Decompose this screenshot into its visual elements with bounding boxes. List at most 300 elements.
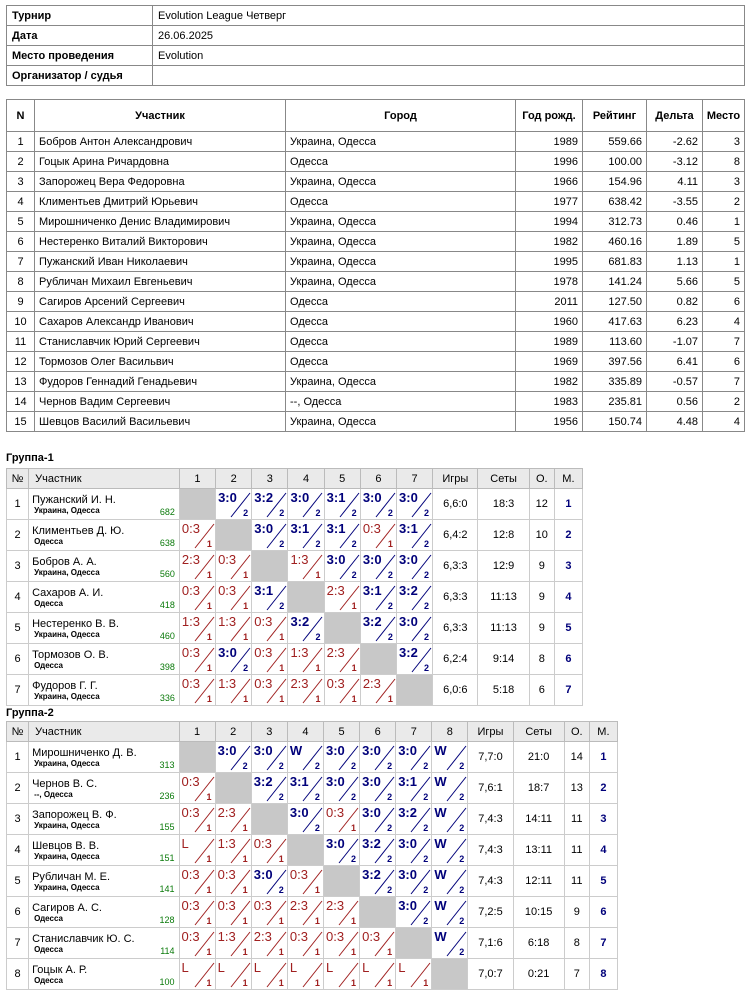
place-cell: 1 <box>554 489 582 520</box>
col-opponent: 1 <box>179 722 215 742</box>
match-points: 1 <box>423 978 429 988</box>
match-score: 3:0 <box>398 743 417 758</box>
row-number: 7 <box>7 675 29 706</box>
table-cell: 1995 <box>516 252 583 272</box>
match-score: 3:0 <box>362 774 381 789</box>
games-cell: 7,4:3 <box>468 866 513 897</box>
match-points: 1 <box>206 632 212 642</box>
participant-cell <box>29 613 180 644</box>
participant-name: Тормозов О. В. <box>32 648 109 661</box>
info-value <box>153 66 745 86</box>
participant-cell <box>29 489 180 520</box>
match-score: 0:3 <box>289 929 308 944</box>
match-score: 0:3 <box>181 583 200 598</box>
match-points: 2 <box>459 823 465 833</box>
match-result-cell <box>216 613 252 644</box>
match-score: W <box>434 898 447 913</box>
match-points: 2 <box>387 823 393 833</box>
match-score: 3:0 <box>218 645 237 660</box>
match-result-cell <box>323 804 359 835</box>
place-cell: 6 <box>589 897 617 928</box>
match-result-cell <box>252 520 288 551</box>
tournament-info-table <box>6 5 745 86</box>
participant-name: Сагиров А. С. <box>32 901 102 914</box>
match-score: L <box>325 960 334 975</box>
diagonal-cell <box>252 551 288 582</box>
participant-cell <box>29 773 179 804</box>
col-place: М. <box>589 722 617 742</box>
table-cell: Запорожец Вера Федоровна <box>35 172 286 192</box>
match-score: 0:3 <box>181 676 200 691</box>
match-points: 1 <box>206 947 212 957</box>
match-score: 3:1 <box>290 521 310 536</box>
match-points: 1 <box>314 947 320 957</box>
match-points: 2 <box>423 792 429 802</box>
match-result-cell <box>179 613 215 644</box>
match-score: L <box>181 836 189 851</box>
match-result-cell <box>179 866 215 897</box>
table-cell: 5 <box>703 232 745 252</box>
match-points: 2 <box>424 508 430 518</box>
table-cell: 2 <box>703 392 745 412</box>
match-score: L <box>289 960 298 975</box>
col-opponent: 6 <box>360 469 396 489</box>
column-header: Рейтинг <box>583 100 647 132</box>
match-score: 0:3 <box>253 898 272 913</box>
match-points: 2 <box>387 508 393 518</box>
match-points: 2 <box>315 508 321 518</box>
sets-cell: 11:13 <box>478 582 529 613</box>
match-points: 2 <box>351 539 357 549</box>
table-cell: 14 <box>7 392 35 412</box>
match-points: 1 <box>206 916 212 926</box>
match-points: 1 <box>206 823 212 833</box>
match-points: 2 <box>279 601 285 611</box>
col-participant: Участник <box>29 469 180 489</box>
participant-name: Бобров А. А. <box>32 555 97 568</box>
table-cell: Гоцык Арина Ричардовна <box>35 152 286 172</box>
diagonal-cell <box>287 835 323 866</box>
match-result-cell <box>396 897 432 928</box>
match-score: 3:0 <box>399 552 418 567</box>
match-result-cell <box>360 582 396 613</box>
match-score: L <box>217 960 225 975</box>
match-result-cell <box>215 866 251 897</box>
table-cell: 1.89 <box>647 232 703 252</box>
sets-cell: 18:3 <box>478 489 529 520</box>
table-cell: 1966 <box>516 172 583 192</box>
match-score: 0:3 <box>181 929 200 944</box>
table-cell: Одесса <box>286 312 516 332</box>
table-cell: 335.89 <box>583 372 647 392</box>
match-score: W <box>434 805 447 820</box>
participant-name: Станиславчик Ю. С. <box>32 932 135 945</box>
match-result-cell <box>432 742 468 773</box>
table-cell: Фудоров Геннадий Генадьевич <box>35 372 286 392</box>
col-points: О. <box>564 722 589 742</box>
match-points: 1 <box>387 978 393 988</box>
info-label: Место проведения <box>7 46 153 66</box>
table-cell: 2 <box>7 152 35 172</box>
match-result-cell <box>252 644 288 675</box>
table-cell: 460.16 <box>583 232 647 252</box>
table-row <box>7 412 745 432</box>
diagonal-cell <box>397 675 433 706</box>
participant-cell <box>29 959 179 990</box>
match-points: 2 <box>387 854 393 864</box>
participant-rating: 313 <box>159 760 175 770</box>
match-points: 1 <box>278 978 284 988</box>
points-cell: 7 <box>564 959 589 990</box>
match-result-cell <box>179 804 215 835</box>
row-number: 6 <box>7 897 29 928</box>
sets-cell: 5:18 <box>478 675 529 706</box>
participant-cell <box>29 866 179 897</box>
table-row <box>7 232 745 252</box>
points-cell: 13 <box>564 773 589 804</box>
sets-cell: 13:11 <box>513 835 564 866</box>
table-row <box>7 152 745 172</box>
match-result-cell <box>179 644 215 675</box>
games-cell: 6,2:4 <box>433 644 478 675</box>
col-participant: Участник <box>29 722 179 742</box>
games-cell: 6,3:3 <box>433 613 478 644</box>
participant-rating: 418 <box>159 600 175 610</box>
table-cell: 154.96 <box>583 172 647 192</box>
match-points: 1 <box>314 885 320 895</box>
match-result-cell <box>251 773 287 804</box>
match-score: 2:3 <box>362 676 381 691</box>
group-1-table <box>6 468 583 706</box>
match-score: 3:0 <box>398 867 417 882</box>
participant-city: Одесса <box>34 660 63 670</box>
match-points: 2 <box>424 632 430 642</box>
match-result-cell <box>396 866 432 897</box>
match-result-cell <box>360 489 396 520</box>
match-result-cell <box>288 613 324 644</box>
match-score: 2:3 <box>253 929 272 944</box>
match-points: 1 <box>206 694 212 704</box>
diagonal-cell <box>251 804 287 835</box>
col-points: О. <box>529 469 554 489</box>
table-cell: Мирошниченко Денис Владимирович <box>35 212 286 232</box>
match-score: 3:2 <box>254 490 274 505</box>
col-sets: Сеты <box>478 469 529 489</box>
match-score: 0:3 <box>217 898 236 913</box>
row-number: 2 <box>7 520 29 551</box>
col-opponent: 5 <box>324 469 360 489</box>
group-row <box>7 835 618 866</box>
match-points: 2 <box>387 601 393 611</box>
match-points: 2 <box>459 792 465 802</box>
match-points: 2 <box>387 792 393 802</box>
match-points: 2 <box>350 854 356 864</box>
match-points: 1 <box>387 539 393 549</box>
row-number: 5 <box>7 866 29 897</box>
match-score: 1:3 <box>218 676 237 691</box>
table-cell: 1994 <box>516 212 583 232</box>
match-points: 2 <box>315 632 321 642</box>
table-cell: Одесса <box>286 152 516 172</box>
group-row <box>7 804 618 835</box>
match-points: 2 <box>424 539 430 549</box>
table-cell: Украина, Одесса <box>286 132 516 152</box>
table-cell: 1969 <box>516 352 583 372</box>
sets-cell: 9:14 <box>478 644 529 675</box>
match-score: 1:3 <box>217 929 236 944</box>
col-opponent: 3 <box>251 722 287 742</box>
place-cell: 3 <box>589 804 617 835</box>
match-result-cell <box>360 959 396 990</box>
games-cell: 7,4:3 <box>468 804 513 835</box>
match-result-cell <box>323 773 359 804</box>
table-cell: 1960 <box>516 312 583 332</box>
table-cell: 3 <box>7 172 35 192</box>
row-number: 2 <box>7 773 29 804</box>
table-cell: 0.46 <box>647 212 703 232</box>
place-cell: 6 <box>554 644 582 675</box>
participant-cell <box>29 551 180 582</box>
participant-name: Сахаров А. И. <box>32 586 104 599</box>
group-2-table <box>6 721 618 990</box>
table-cell: Украина, Одесса <box>286 172 516 192</box>
match-points: 1 <box>206 885 212 895</box>
match-points: 2 <box>278 792 284 802</box>
points-cell: 14 <box>564 742 589 773</box>
participant-city: Одесса <box>34 975 63 985</box>
match-score: W <box>434 929 447 944</box>
match-points: 2 <box>350 792 356 802</box>
points-cell: 11 <box>564 835 589 866</box>
participant-cell <box>29 520 180 551</box>
match-score: 0:3 <box>326 676 345 691</box>
table-cell: 1982 <box>516 372 583 392</box>
info-label: Турнир <box>7 6 153 26</box>
match-points: 2 <box>278 761 284 771</box>
match-score: 2:3 <box>290 676 309 691</box>
points-cell: 9 <box>529 613 554 644</box>
group-row <box>7 489 583 520</box>
match-result-cell <box>287 959 323 990</box>
match-result-cell <box>397 551 433 582</box>
col-opponent: 4 <box>288 469 324 489</box>
match-score: 0:3 <box>253 836 272 851</box>
table-cell: Тормозов Олег Васильвич <box>35 352 286 372</box>
match-points: 1 <box>351 601 357 611</box>
table-cell: 0.82 <box>647 292 703 312</box>
sets-cell: 0:21 <box>513 959 564 990</box>
match-points: 1 <box>387 694 393 704</box>
participant-city: --, Одесса <box>34 789 73 799</box>
place-cell: 5 <box>554 613 582 644</box>
match-points: 2 <box>459 885 465 895</box>
match-result-cell <box>287 742 323 773</box>
match-result-cell <box>324 644 360 675</box>
match-score: W <box>434 836 447 851</box>
col-opponent: 2 <box>216 469 252 489</box>
match-result-cell <box>251 897 287 928</box>
table-cell: 3 <box>703 132 745 152</box>
participant-city: Украина, Одесса <box>34 629 100 639</box>
match-score: 2:3 <box>326 583 345 598</box>
row-number: 8 <box>7 959 29 990</box>
row-number: 3 <box>7 804 29 835</box>
match-result-cell <box>179 928 215 959</box>
table-row <box>7 172 745 192</box>
match-result-cell <box>179 675 215 706</box>
table-cell: 4.11 <box>647 172 703 192</box>
match-result-cell <box>215 835 251 866</box>
participant-rating: 336 <box>159 693 175 703</box>
match-result-cell <box>360 551 396 582</box>
participant-cell <box>29 835 179 866</box>
place-cell: 2 <box>589 773 617 804</box>
match-result-cell <box>287 804 323 835</box>
table-cell: Одесса <box>286 352 516 372</box>
match-points: 2 <box>243 663 249 673</box>
match-score: 3:0 <box>362 552 382 567</box>
place-cell: 1 <box>589 742 617 773</box>
participant-rating: 151 <box>159 853 175 863</box>
points-cell: 9 <box>529 582 554 613</box>
group-header-row <box>7 722 618 742</box>
table-cell: Украина, Одесса <box>286 212 516 232</box>
table-cell: Украина, Одесса <box>286 372 516 392</box>
match-score: W <box>434 867 447 882</box>
participant-city: Одесса <box>34 913 63 923</box>
participants-table <box>6 99 745 432</box>
match-score: 3:0 <box>217 743 237 758</box>
match-result-cell <box>360 742 396 773</box>
table-cell: 3 <box>703 172 745 192</box>
match-score: 3:2 <box>253 774 273 789</box>
match-result-cell <box>288 675 324 706</box>
match-points: 1 <box>242 823 248 833</box>
participant-cell <box>29 742 179 773</box>
match-score: 0:3 <box>218 552 237 567</box>
table-cell: Чернов Вадим Сергеевич <box>35 392 286 412</box>
table-cell: 417.63 <box>583 312 647 332</box>
table-cell: Одесса <box>286 192 516 212</box>
match-points: 1 <box>350 823 356 833</box>
match-result-cell <box>432 804 468 835</box>
match-score: 3:0 <box>398 898 417 913</box>
match-score: L <box>253 960 261 975</box>
match-points: 1 <box>243 694 249 704</box>
match-points: 2 <box>351 570 357 580</box>
participant-name: Пужанский И. Н. <box>32 493 116 506</box>
row-number: 3 <box>7 551 29 582</box>
sets-cell: 10:15 <box>513 897 564 928</box>
match-result-cell <box>432 897 468 928</box>
table-cell: 4 <box>703 412 745 432</box>
info-value: 26.06.2025 <box>153 26 745 46</box>
participant-city: Украина, Одесса <box>34 505 100 515</box>
column-header: Дельта <box>647 100 703 132</box>
col-opponent: 7 <box>397 469 433 489</box>
participant-name: Нестеренко В. В. <box>32 617 119 630</box>
table-cell: 1956 <box>516 412 583 432</box>
column-header: Место <box>703 100 745 132</box>
participant-rating: 155 <box>159 822 175 832</box>
table-row <box>7 392 745 412</box>
table-cell: 7 <box>7 252 35 272</box>
match-result-cell <box>287 928 323 959</box>
match-result-cell <box>251 835 287 866</box>
match-result-cell <box>323 897 359 928</box>
table-cell: 1 <box>703 212 745 232</box>
participant-city: Украина, Одесса <box>34 758 100 768</box>
match-score: 0:3 <box>181 521 200 536</box>
sets-cell: 6:18 <box>513 928 564 959</box>
match-score: 1:3 <box>290 552 309 567</box>
group-row <box>7 959 618 990</box>
match-score: 3:0 <box>399 614 418 629</box>
table-row <box>7 352 745 372</box>
diagonal-cell <box>179 742 215 773</box>
match-score: 3:1 <box>254 583 274 598</box>
table-cell: 7 <box>703 332 745 352</box>
match-result-cell <box>323 959 359 990</box>
match-points: 1 <box>206 570 212 580</box>
table-cell: Климентьев Дмитрий Юрьевич <box>35 192 286 212</box>
diagonal-cell <box>179 489 215 520</box>
match-points: 2 <box>314 761 320 771</box>
table-cell: 1989 <box>516 132 583 152</box>
match-points: 2 <box>243 508 249 518</box>
match-result-cell <box>251 866 287 897</box>
match-points: 1 <box>315 570 321 580</box>
place-cell: 7 <box>554 675 582 706</box>
match-score: 3:0 <box>362 805 381 820</box>
match-score: 3:0 <box>325 836 345 851</box>
match-result-cell <box>397 489 433 520</box>
match-score: 3:0 <box>362 743 381 758</box>
match-result-cell <box>360 928 396 959</box>
participant-cell <box>29 644 180 675</box>
col-games: Игры <box>468 722 513 742</box>
table-cell: -3.12 <box>647 152 703 172</box>
table-row <box>7 292 745 312</box>
match-score: 0:3 <box>362 929 381 944</box>
group-row <box>7 551 583 582</box>
group-row <box>7 644 583 675</box>
match-points: 2 <box>315 539 321 549</box>
match-score: 2:3 <box>289 898 308 913</box>
points-cell: 10 <box>529 520 554 551</box>
match-points: 2 <box>242 761 248 771</box>
table-cell: 8 <box>703 152 745 172</box>
match-result-cell <box>251 742 287 773</box>
match-result-cell <box>432 928 468 959</box>
participant-cell <box>29 675 180 706</box>
table-cell: 10 <box>7 312 35 332</box>
match-result-cell <box>397 520 433 551</box>
table-cell: 6 <box>7 232 35 252</box>
match-points: 2 <box>314 823 320 833</box>
table-cell: Украина, Одесса <box>286 272 516 292</box>
table-cell: Пужанский Иван Николаевич <box>35 252 286 272</box>
match-score: 3:0 <box>254 521 274 536</box>
match-result-cell <box>360 520 396 551</box>
row-number: 4 <box>7 582 29 613</box>
match-score: 3:0 <box>325 743 345 758</box>
match-result-cell <box>432 835 468 866</box>
match-points: 2 <box>387 761 393 771</box>
match-points: 1 <box>315 694 321 704</box>
match-score: 3:0 <box>253 743 273 758</box>
match-result-cell <box>215 928 251 959</box>
